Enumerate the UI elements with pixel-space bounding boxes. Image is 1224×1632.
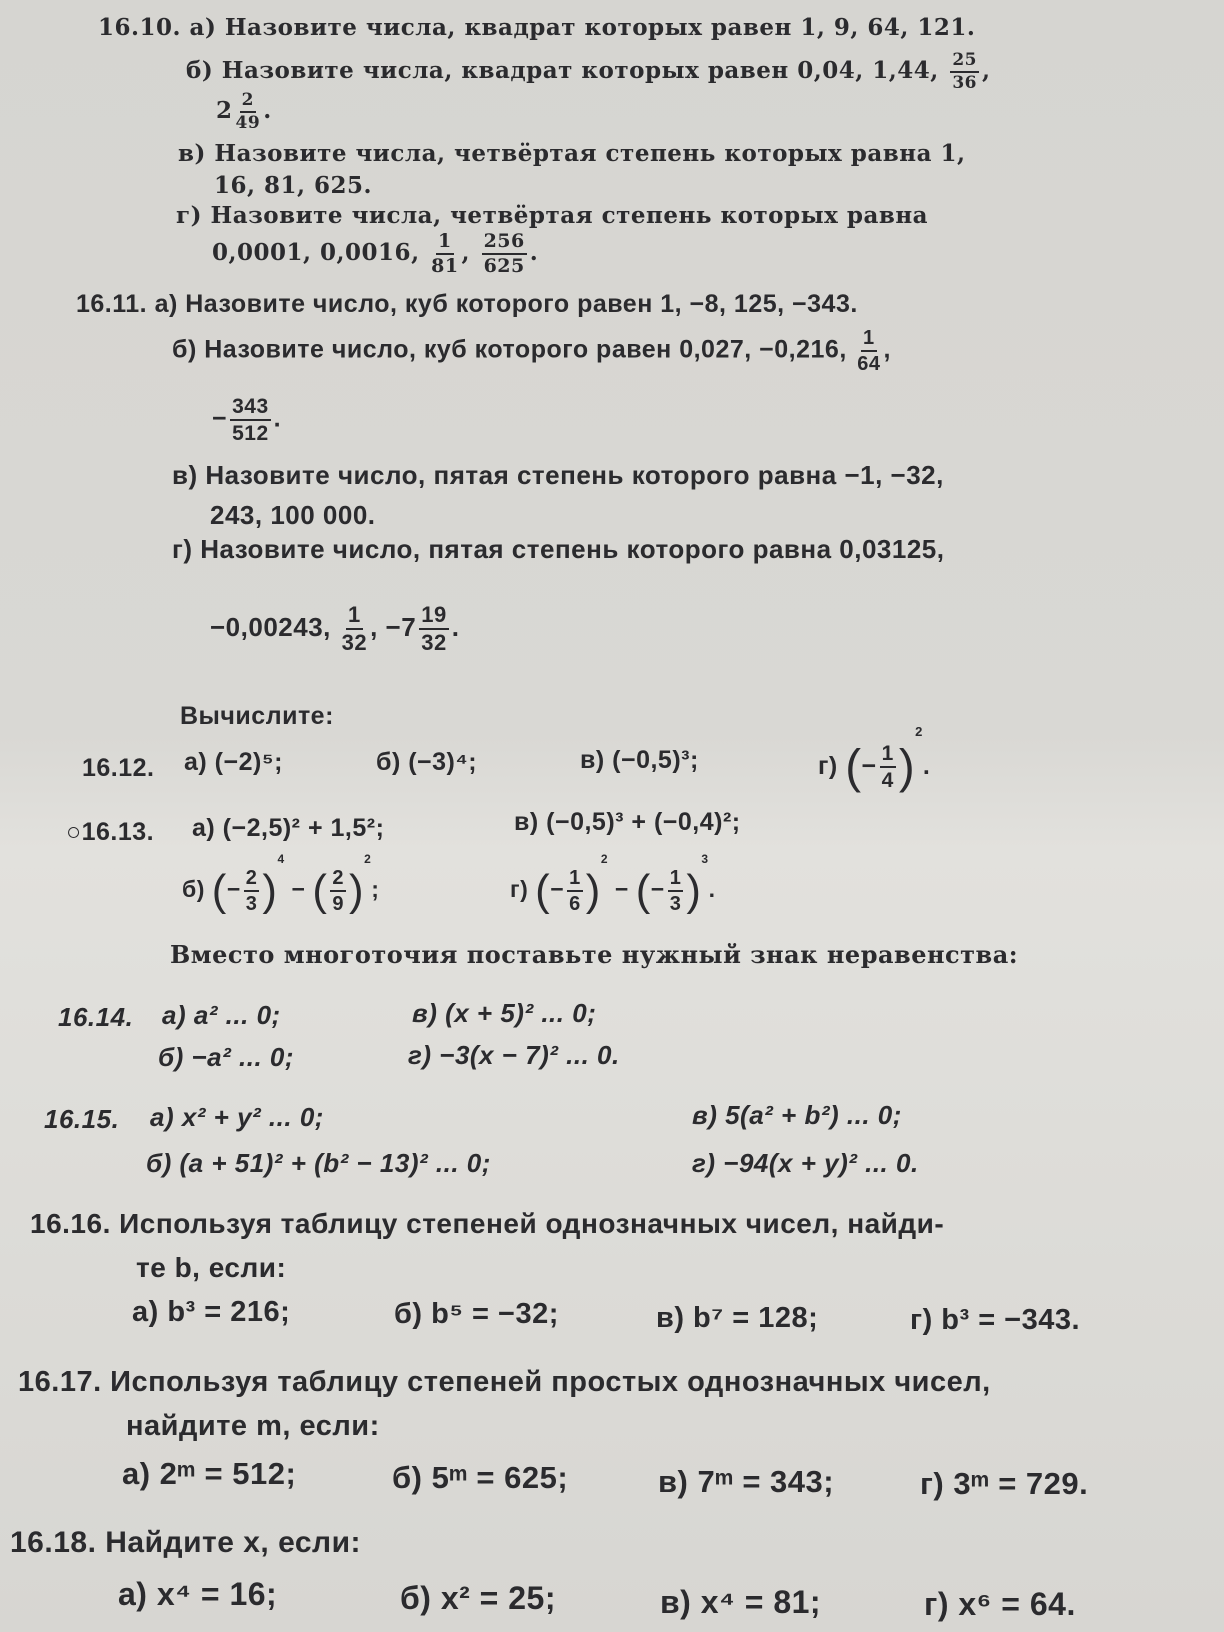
problem-16-16-a: а) b³ = 216; (132, 1296, 291, 1328)
numerator: 1 (346, 604, 363, 630)
denominator: 64 (857, 353, 881, 375)
exponent: 4 (277, 852, 285, 866)
paren-right: ) (262, 866, 278, 916)
problem-16-16-b: б) b⁵ = −32; (394, 1298, 559, 1330)
problem-16-18-a: а) x⁴ = 16; (118, 1576, 278, 1612)
denominator: 4 (881, 769, 894, 793)
denominator: 32 (421, 630, 447, 655)
punct: . (708, 876, 716, 902)
problem-16-11-a: 16.11. а) Назовите число, куб которого равен 1, −8, 125, −343. (76, 290, 858, 318)
paren-left: ( (635, 866, 651, 916)
problem-16-10-g-1: г) Назовите числа, четвёртая степень которых равна (176, 202, 929, 229)
problem-16-18-g: г) x⁶ = 64. (924, 1586, 1076, 1622)
problem-16-11-g-2 (210, 604, 459, 654)
paren-left: ( (845, 740, 862, 794)
punct: ; (371, 876, 380, 902)
minus: − (212, 404, 228, 433)
section-heading-inequality: Вместо многоточия поставьте нужный знак неравенства: (170, 940, 1019, 969)
fraction (482, 232, 527, 276)
fraction (950, 52, 979, 92)
paren-right: ) (585, 866, 601, 916)
problem-16-16-g: г) b³ = −343. (910, 1304, 1081, 1336)
text: б) Назовите числа, квадрат которых равен 0,04, 1,44, (186, 57, 939, 84)
problem-16-15-v: в) 5(a² + b²) ... 0; (692, 1100, 902, 1130)
problem-16-12-g (818, 724, 931, 794)
paren-left: ( (535, 866, 551, 916)
problem-16-17-a: а) 2ᵐ = 512; (122, 1456, 297, 1491)
numerator: 1 (861, 328, 877, 352)
fraction (419, 604, 448, 654)
text: −0,00243, (210, 611, 331, 642)
fraction (668, 868, 684, 914)
problem-16-13-a: а) (−2,5)² + 1,5²; (192, 814, 385, 842)
numerator: 2 (240, 92, 256, 113)
problem-16-15-b: б) (a + 51)² + (b² − 13)² ... 0; (146, 1148, 491, 1178)
item-label: б) (182, 876, 205, 902)
fraction (431, 232, 458, 276)
problem-16-14-a: а) a² ... 0; (162, 1000, 281, 1030)
problem-16-11-v-2: 243, 100 000. (210, 500, 376, 530)
numerator: 1 (668, 868, 684, 892)
problem-16-18-b: б) x² = 25; (400, 1580, 556, 1616)
problem-16-12-b: б) (−3)⁴; (376, 748, 478, 776)
problem-16-14-b: б) −a² ... 0; (158, 1042, 295, 1072)
fraction (342, 604, 367, 654)
problem-16-17-b: б) 5ᵐ = 625; (392, 1460, 569, 1495)
problem-16-15-a: а) x² + y² ... 0; (150, 1102, 324, 1132)
problem-16-11-b (172, 328, 891, 374)
problem-16-10-a: 16.10. а) Назовите числа, квадрат которых равен 1, 9, 64, 121. (98, 14, 976, 41)
fraction (230, 396, 271, 444)
fraction (567, 868, 583, 914)
minus: − (861, 752, 877, 780)
numerator: 1 (880, 743, 896, 768)
numerator: 2 (330, 868, 346, 892)
punct: , (982, 57, 991, 84)
punct: , −7 (370, 611, 417, 642)
numerator: 19 (419, 604, 448, 630)
denominator: 49 (235, 113, 261, 133)
problem-16-12-v: в) (−0,5)³; (580, 746, 699, 774)
problem-16-10-v-2: 16, 81, 625. (214, 172, 373, 199)
punct: . (922, 752, 931, 780)
problem-16-15-label: 16.15. (44, 1104, 120, 1134)
numerator: 1 (436, 232, 454, 255)
numerator: 1 (567, 868, 583, 892)
paren-left: ( (211, 866, 227, 916)
problem-16-16-v: в) b⁷ = 128; (656, 1302, 819, 1334)
problem-16-12-label: 16.12. (82, 754, 155, 782)
punct: . (263, 97, 272, 124)
problem-16-12-a: а) (−2)⁵; (184, 748, 283, 776)
problem-16-13-g (510, 852, 716, 914)
minus: − (226, 876, 241, 902)
operator: − (614, 876, 629, 902)
problem-16-17-g: г) 3ᵐ = 729. (920, 1466, 1089, 1501)
problem-16-10-b (186, 52, 991, 92)
operator: − (291, 876, 306, 902)
numerator: 2 (244, 868, 260, 892)
minus: − (650, 876, 665, 902)
denominator: 512 (232, 422, 269, 445)
paren-left: ( (312, 866, 328, 916)
problem-16-14-v: в) (x + 5)² ... 0; (412, 998, 597, 1028)
whole: 2 (216, 97, 233, 124)
fraction (330, 868, 346, 914)
paren-right: ) (349, 866, 365, 916)
punct: . (273, 404, 282, 433)
denominator: 3 (245, 892, 258, 915)
problem-16-16-line-2: те b, если: (136, 1252, 287, 1283)
denominator: 36 (952, 73, 978, 93)
text: б) Назовите число, куб которого равен 0,027, −0,216, (172, 335, 847, 364)
denominator: 32 (341, 630, 368, 655)
problem-16-18-line-1: 16.18. Найдите x, если: (10, 1526, 362, 1559)
fraction (244, 868, 260, 914)
problem-16-17-line-1: 16.17. Используя таблицу степеней простых однозначных чисел, (18, 1366, 991, 1398)
problem-16-13-b (182, 852, 379, 914)
denominator: 9 (332, 892, 345, 915)
section-heading-calculate: Вычислите: (180, 702, 334, 730)
denominator: 81 (431, 255, 459, 277)
problem-16-17-line-2: найдите m, если: (126, 1410, 380, 1442)
numerator: 25 (950, 52, 979, 73)
numerator: 256 (482, 232, 527, 255)
problem-16-11-v-1: в) Назовите число, пятая степень которого равна −1, −32, (172, 460, 944, 490)
problem-16-13-v: в) (−0,5)³ + (−0,4)²; (514, 808, 741, 836)
exponent: 2 (915, 724, 923, 739)
punct: . (529, 239, 539, 266)
exponent: 2 (600, 852, 609, 866)
problem-16-13-label: ○16.13. (66, 818, 155, 846)
fraction (857, 328, 880, 374)
problem-16-11-g-1: г) Назовите число, пятая степень которого равна 0,03125, (172, 534, 945, 564)
minus: − (550, 876, 565, 902)
fraction (236, 92, 261, 132)
problem-16-10-v-1: в) Назовите числа, четвёртая степень которых равна 1, (178, 140, 966, 167)
exponent: 3 (701, 852, 709, 866)
item-label: г) (818, 752, 838, 780)
problem-16-11-b-cont (212, 396, 281, 444)
text: 0,0001, 0,0016, (212, 239, 420, 266)
exponent: 2 (364, 852, 372, 866)
problem-16-10-b-cont (216, 92, 272, 132)
problem-16-18-v: в) x⁴ = 81; (660, 1584, 822, 1620)
paren-right: ) (898, 740, 916, 794)
punct: , (461, 239, 471, 266)
problem-16-14-g: г) −3(x − 7)² ... 0. (408, 1040, 620, 1070)
problem-16-14-label: 16.14. (58, 1002, 134, 1032)
punct: , (883, 335, 891, 364)
problem-16-17-v: в) 7ᵐ = 343; (658, 1464, 835, 1499)
item-label: г) (510, 876, 529, 902)
problem-16-10-g-2 (212, 232, 538, 276)
denominator: 625 (483, 255, 525, 277)
problem-16-16-line-1: 16.16. Используя таблицу степеней однозначных чисел, найди- (30, 1208, 945, 1239)
numerator: 343 (230, 396, 271, 421)
punct: . (451, 611, 460, 642)
denominator: 3 (669, 892, 682, 915)
fraction (880, 743, 896, 791)
paren-right: ) (686, 866, 702, 916)
problem-16-15-g: г) −94(x + y)² ... 0. (692, 1148, 919, 1178)
denominator: 6 (569, 892, 581, 915)
